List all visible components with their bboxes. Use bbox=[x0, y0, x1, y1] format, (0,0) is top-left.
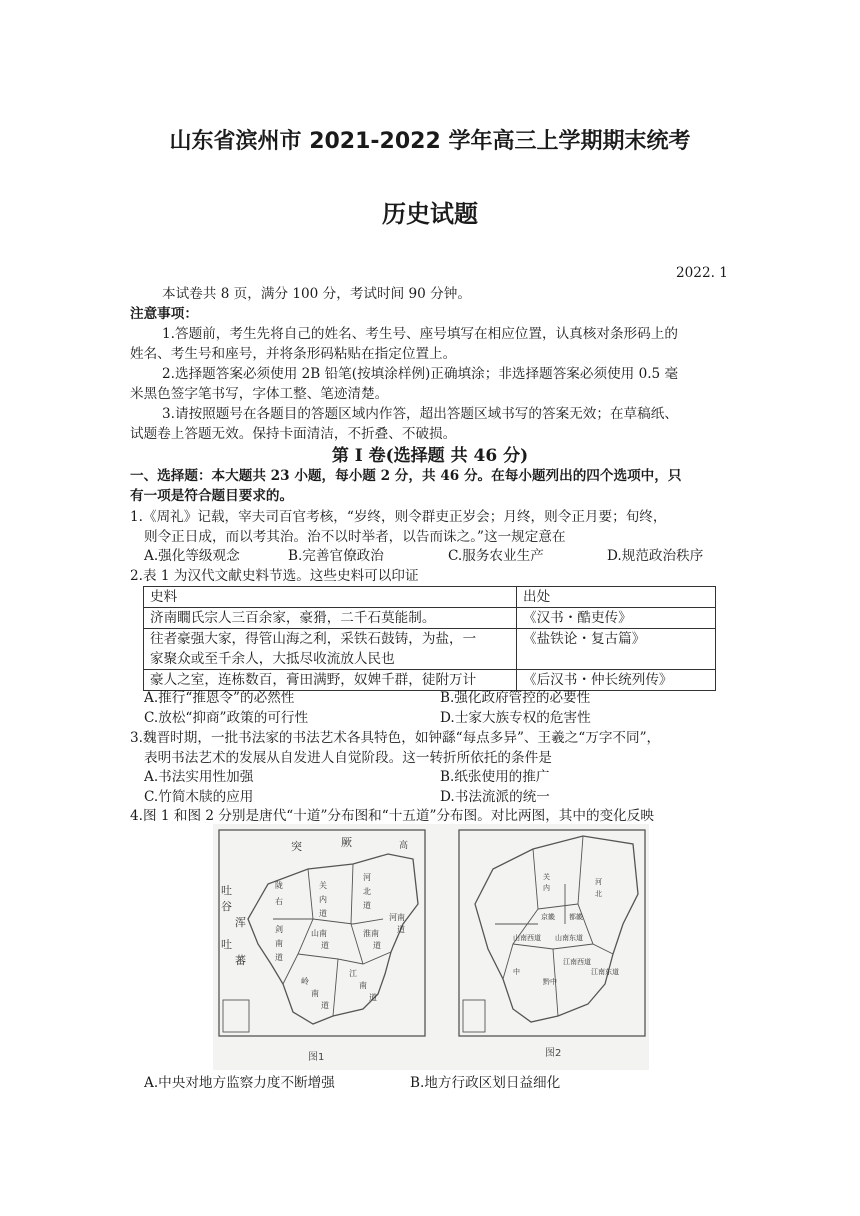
table-cell-source bbox=[144, 629, 517, 670]
table-cell-origin: 《汉书・酷吏传》 bbox=[517, 608, 716, 629]
map1-label: 河 bbox=[363, 873, 371, 882]
map2-label: 江南东道 bbox=[591, 968, 619, 976]
intro-text: 本试卷共 8 页，满分 100 分，考试时间 90 分钟。 bbox=[162, 286, 471, 302]
map1-label: 南 bbox=[311, 989, 319, 998]
map1-label: 吐 bbox=[221, 938, 232, 951]
map2-label: 山南东道 bbox=[555, 934, 583, 942]
map1-label: 道 bbox=[397, 925, 405, 934]
map1-label: 岭 bbox=[301, 977, 309, 986]
tang-circuit-maps-figure bbox=[213, 824, 649, 1070]
map2-label: 北 bbox=[595, 890, 602, 898]
source-text: 豪人之室，连栋数百，膏田满野，奴婢千群，徒附万计 bbox=[150, 672, 477, 688]
q4-option-a: A.中央对地方监察力度不断增强 bbox=[144, 1075, 335, 1091]
q1-option-c: C.服务农业生产 bbox=[448, 548, 544, 564]
q2-option-d: D.士家大族专权的危害性 bbox=[440, 710, 591, 726]
q1-stem-line-2: 则令正日成，而以考其治。治不以时举者，以告而诛之。”这一规定意在 bbox=[144, 529, 566, 545]
map1-label: 河南 bbox=[389, 913, 405, 922]
q3-stem-line-1: 3.魏晋时期，一批书法家的书法艺术各具特色，如钟繇“每点多异”、王羲之“万字不同”， bbox=[130, 730, 661, 746]
source-table bbox=[143, 586, 716, 691]
notice-3-line-2: 试题卷上答题无效。保持卡面清洁，不折叠、不破损。 bbox=[130, 426, 457, 442]
map1-label: 南 bbox=[359, 981, 367, 990]
map1-label: 南 bbox=[275, 939, 283, 948]
q1-option-d: D.规范政治秩序 bbox=[607, 548, 704, 564]
map1-label: 道 bbox=[369, 993, 377, 1002]
map1-label: 淮南 bbox=[363, 929, 379, 938]
q3-option-a: A.书法实用性加强 bbox=[144, 769, 254, 785]
q2-option-b: B.强化政府管控的必要性 bbox=[440, 690, 591, 706]
map1-label: 山南 bbox=[311, 929, 327, 938]
section-title: 第 I 卷(选择题 共 46 分) bbox=[331, 446, 529, 466]
map2-label: 河 bbox=[595, 878, 602, 886]
map1-label: 北 bbox=[363, 887, 371, 896]
map2-label: 京畿 bbox=[541, 913, 555, 921]
map1-label: 浑 bbox=[235, 916, 246, 929]
instruction-line-2: 有一项是符合题目要求的。 bbox=[130, 488, 294, 504]
q4-option-b: B.地方行政区划日益细化 bbox=[410, 1075, 561, 1091]
map1-label: 高 bbox=[399, 841, 409, 851]
notice-1-line-2: 姓名、考生号和座号，并将条形码粘贴在指定位置上。 bbox=[130, 346, 457, 362]
exam-subject: 历史试题 bbox=[382, 200, 478, 228]
table-row bbox=[144, 629, 716, 670]
q3-option-c: C.竹简木牍的应用 bbox=[144, 789, 254, 805]
map1-label: 内 bbox=[319, 895, 327, 904]
notice-2-line-2: 米黑色签字笔书写，字体工整、笔迹清楚。 bbox=[130, 386, 389, 402]
instruction-line-1: 一、选择题：本大题共 23 小题，每小题 2 分，共 46 分。在每小题列出的四个选项中，只 bbox=[130, 468, 682, 484]
map1-label: 陇 bbox=[275, 881, 283, 890]
source-text: 家聚众或至千余人，大抵尽收流放人民也 bbox=[150, 651, 395, 667]
q3-option-d: D.书法流派的统一 bbox=[440, 789, 550, 805]
map2-label: 黔中 bbox=[543, 978, 557, 986]
q3-option-b: B.纸张使用的推广 bbox=[440, 769, 550, 785]
map1-label: 蕃 bbox=[235, 954, 246, 967]
map1-label: 关 bbox=[319, 881, 327, 890]
map2-label: 山南西道 bbox=[513, 934, 541, 942]
q2-stem: 2.表 1 为汉代文献史料节选。这些史料可以印证 bbox=[130, 568, 419, 584]
q1-option-a: A.强化等级观念 bbox=[144, 548, 240, 564]
q4-stem: 4.图 1 和图 2 分别是唐代“十道”分布图和“十五道”分布图。对比两图，其中的变化反映 bbox=[130, 808, 654, 824]
q2-option-a: A.推行“推恩令”的必然性 bbox=[144, 690, 295, 706]
q1-stem-line-1: 1.《周礼》记载，宰夫司百官考核，“岁终，则令群吏正岁会；月终，则令正月要；旬终， bbox=[130, 509, 667, 525]
notice-1-line-1: 1.答题前，考生先将自己的姓名、考生号、座号填写在相应位置，认真核对条形码上的 bbox=[162, 326, 678, 342]
map1-label: 谷 bbox=[221, 900, 232, 913]
source-text: 往者豪强大家，得管山海之利，采铁石鼓铸，为盐，一 bbox=[150, 631, 477, 647]
map1-label: 道 bbox=[321, 941, 329, 950]
q1-option-b: B.完善官僚政治 bbox=[288, 548, 384, 564]
map1-label: 厥 bbox=[341, 836, 352, 849]
table-header-origin: 出处 bbox=[517, 587, 716, 608]
exam-title: 山东省滨州市 2021-2022 学年高三上学期期末统考 bbox=[169, 129, 691, 154]
table-cell-origin: 《盐铁论・复古篇》 bbox=[517, 629, 716, 670]
map2-label: 关 bbox=[543, 873, 550, 881]
map1-label: 突 bbox=[291, 840, 302, 853]
map1-label: 江 bbox=[349, 969, 357, 978]
map1-label: 道 bbox=[363, 901, 371, 910]
q2-option-c: C.放松“抑商”政策的可行性 bbox=[144, 710, 309, 726]
map1-label: 道 bbox=[275, 953, 283, 962]
map1-label: 右 bbox=[275, 897, 283, 906]
map1-label: 道 bbox=[319, 909, 327, 918]
notice-2-line-1: 2.选择题答案必须使用 2B 铅笔(按填涂样例)正确填涂；非选择题答案必须使用 0.5 毫 bbox=[162, 366, 679, 382]
map1-label: 道 bbox=[373, 941, 381, 950]
figure-2-caption: 图2 bbox=[545, 1048, 562, 1059]
table-cell-origin: 《后汉书・仲长统列传》 bbox=[517, 670, 716, 691]
exam-date: 2022. 1 bbox=[676, 265, 728, 281]
map1-label: 吐 bbox=[221, 884, 232, 897]
map2-label: 中 bbox=[513, 968, 520, 976]
map1-label: 道 bbox=[321, 1001, 329, 1010]
map2-label: 内 bbox=[543, 884, 550, 892]
table-header-source: 史料 bbox=[144, 587, 517, 608]
map1-label: 剑 bbox=[275, 925, 283, 934]
q3-stem-line-2: 表明书法艺术的发展从自发进人自觉阶段。这一转折所依托的条件是 bbox=[144, 750, 552, 766]
table-header-row bbox=[144, 587, 716, 608]
table-cell-source bbox=[144, 608, 517, 629]
notice-title: 注意事项： bbox=[130, 306, 198, 322]
notice-3-line-1: 3.请按照题号在各题目的答题区域内作答，超出答题区域书写的答案无效；在草稿纸、 bbox=[162, 406, 678, 422]
source-text: 济南瞯氏宗人三百余家，豪猾，二千石莫能制。 bbox=[150, 610, 436, 626]
map2-label: 江南西道 bbox=[563, 958, 591, 966]
map2-label: 都畿 bbox=[569, 913, 583, 921]
table-row bbox=[144, 608, 716, 629]
figure-1-caption: 图1 bbox=[308, 1052, 325, 1063]
